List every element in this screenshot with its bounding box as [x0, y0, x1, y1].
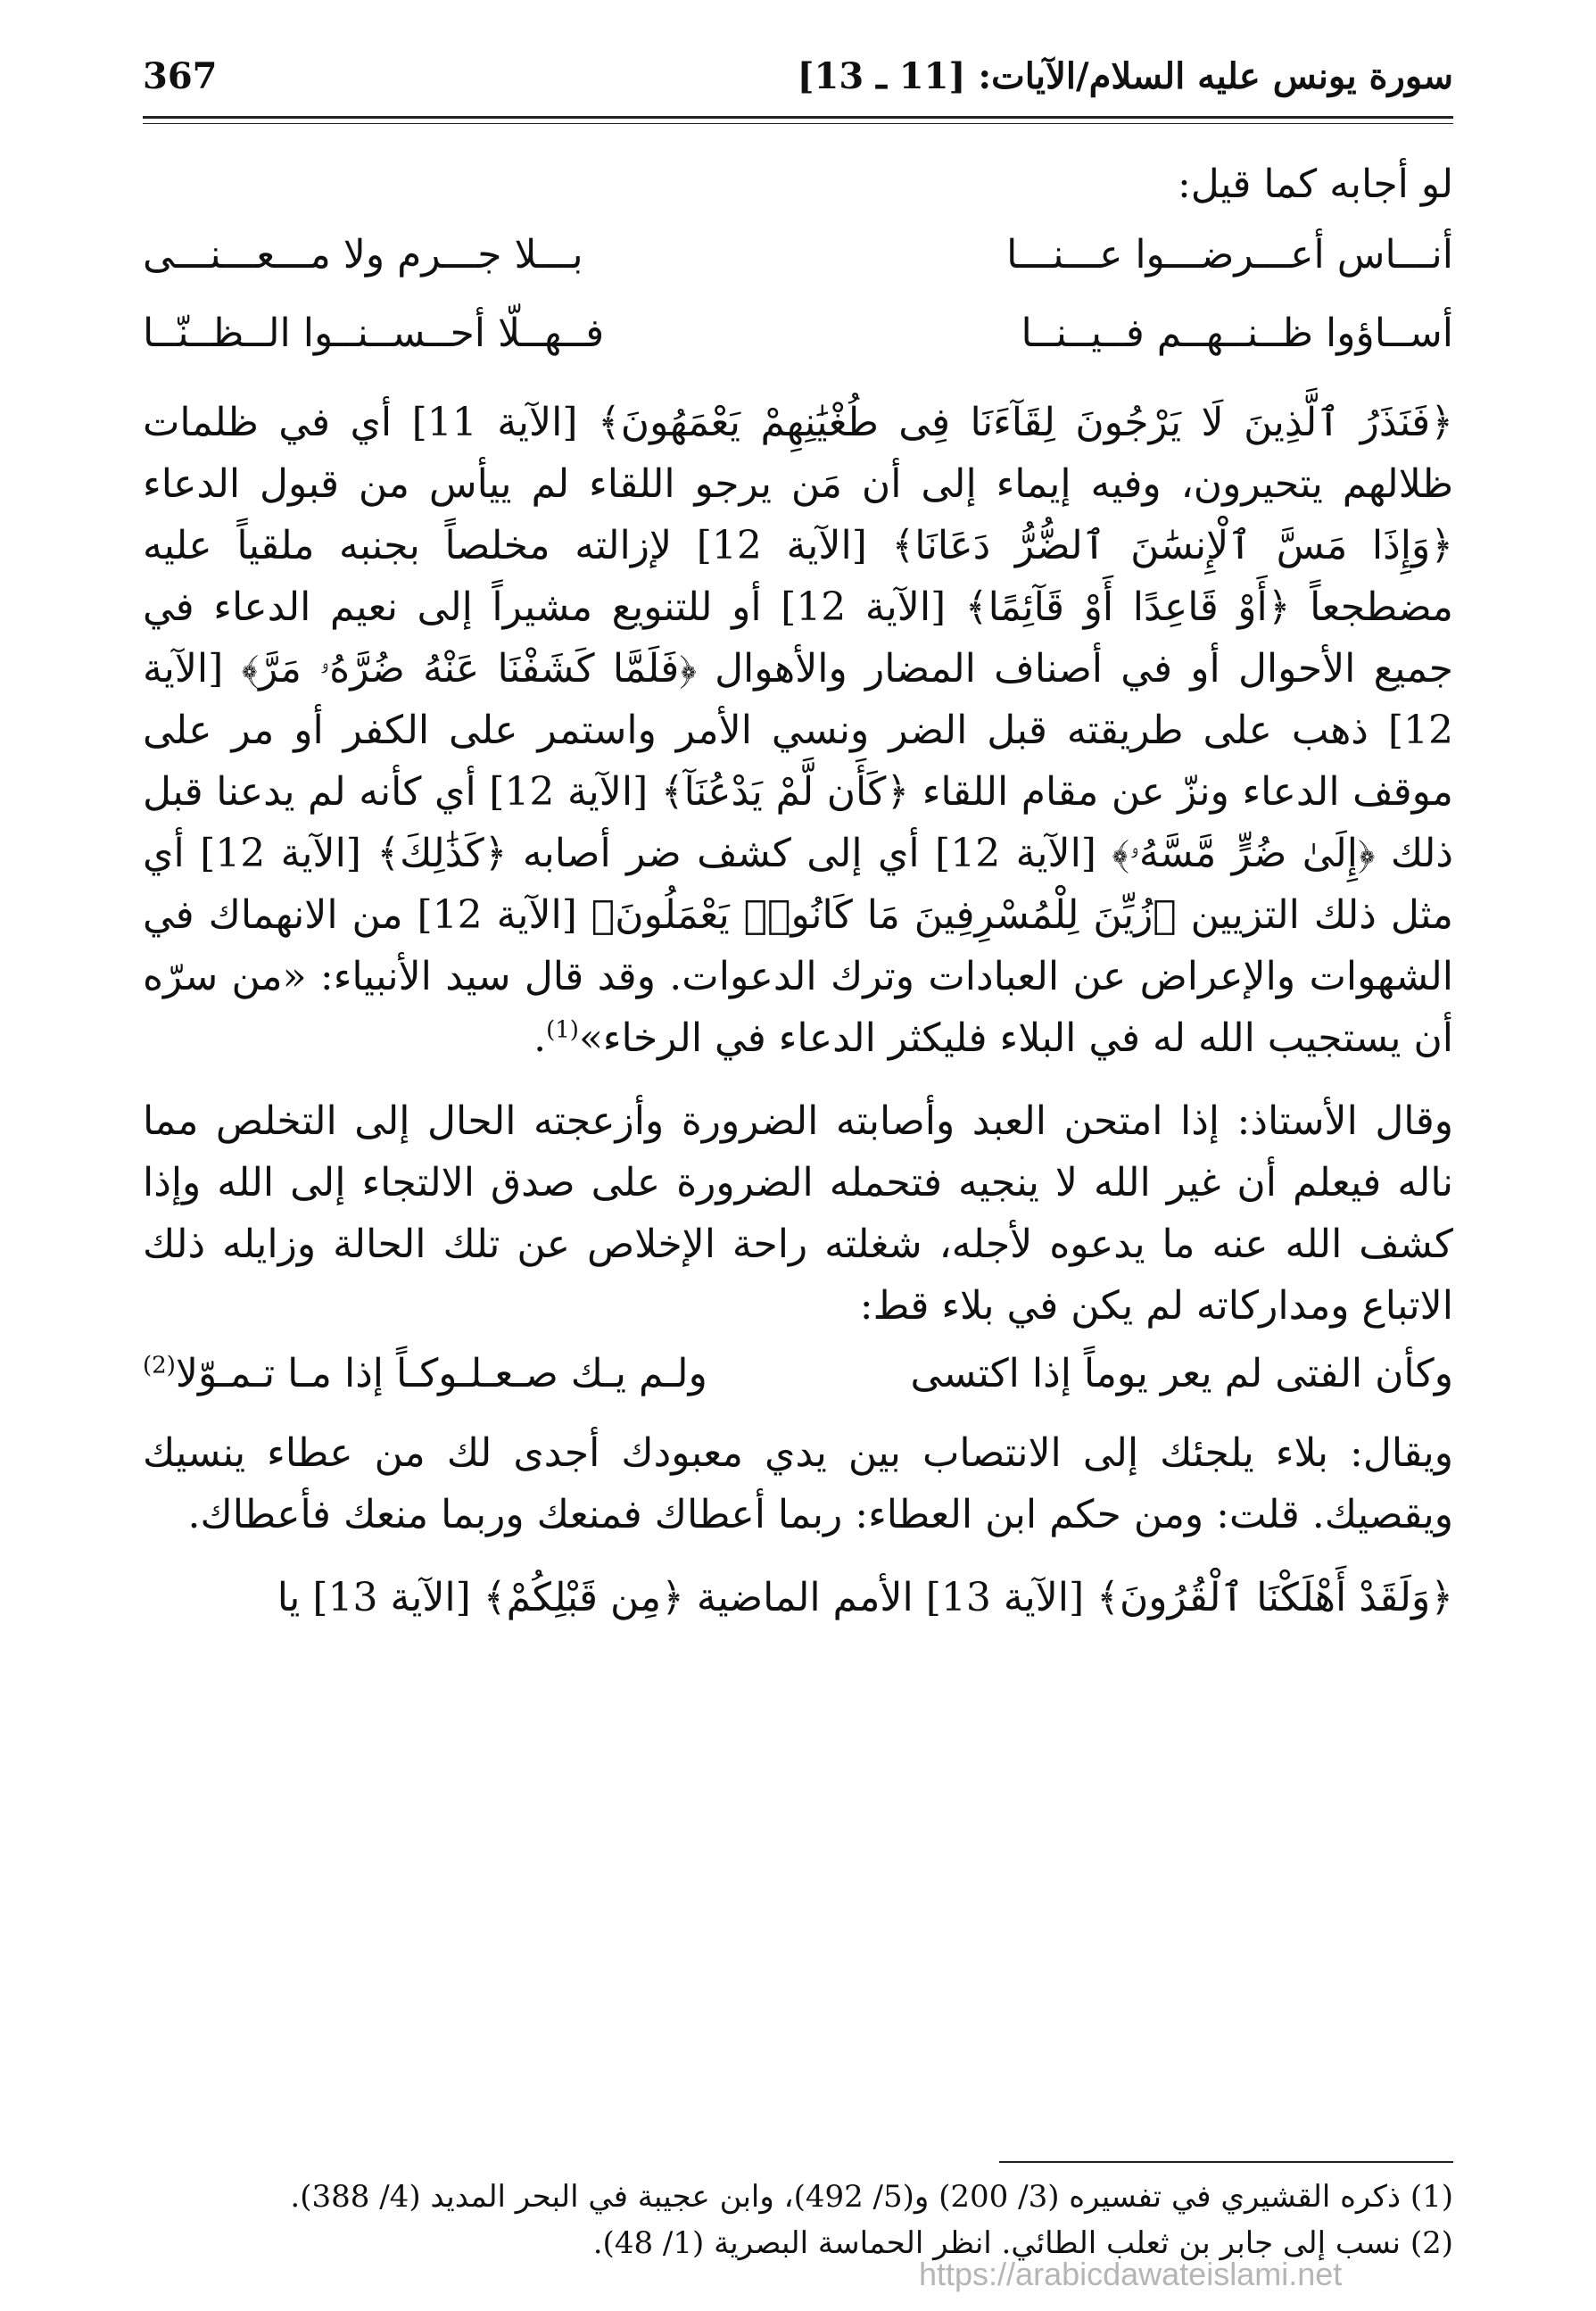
- intro-line: لو أجابه كما قيل:: [1177, 162, 1453, 207]
- footnote-2: (2) نسب إلى جابر بن ثعلب الطائي. انظر الحماسة البصرية (1/ 48).: [592, 2225, 1453, 2261]
- verse-second-hemistich: فــهــلّا أحــســنــوا الــظــنّــا: [143, 310, 605, 356]
- footnote-1: (1) ذكره القشيري في تفسيره (3/ 200) و(5/ 492)، وابن عجيبة في البحر المديد (4/ 388).: [290, 2179, 1453, 2215]
- paragraph-yuqal: ويقال: بلاء يلجئك إلى الانتصاب بين يدي معبودك أجدى لك من عطاء ينسيك ويقصيك. قلت: ومن حكم ابن العطاء: ربما أعطاك فمنعك وربما منعك فأعطاك.: [143, 1430, 1453, 1537]
- verse-second-hemistich: ولـم يـك صـعـلـوكـاً إذا مـا تـمـوّلا: [175, 1350, 707, 1396]
- verse-first-hemistich: أنـــاس أعـــرضـــوا عـــنـــا: [1006, 231, 1453, 277]
- footnote-marker: (2): [143, 1351, 176, 1379]
- footnote-rule: [999, 2161, 1453, 2163]
- main-text: [143, 153, 1453, 1628]
- footnotes: [143, 2174, 1453, 2266]
- paragraph-ustadh: وقال الأستاذ: إذا امتحن العبد وأصابته الضرورة وأزعجته الحال إلى التخلص مما ناله فيعلم أن غير الله لا ينجيه فتحمله الضرورة على صدق الالتجاء إلى الله وإذا كشف الله عنه ما يدعوه لأجله، شغلته راحة الإخلاص عن تلك الحالة وزايله ذلك الاتباع ومداركاته لم يكن في بلاء قط:: [143, 1098, 1453, 1329]
- poem-verse: [143, 294, 1453, 372]
- verse-first-hemistich: وكأن الفتى لم يعر يوماً إذا اكتسى: [910, 1350, 1453, 1396]
- header-rule-thin: [143, 123, 1453, 124]
- paragraph-commentary: [143, 392, 1453, 1069]
- paragraph-verse-13: ﴿وَلَقَدْ أَهْلَكْنَا ٱلْقُرُونَ﴾ [الآية 13] الأمم الماضية ﴿مِن قَبْلِكُمْ﴾ [الآية 13] يا: [277, 1575, 1453, 1620]
- header-title: سورة يونس عليه السلام/الآيات: [11 ـ 13]: [797, 55, 1453, 97]
- footnote-marker: (1): [546, 1016, 579, 1044]
- verse-second-hemistich-wrap: [143, 1343, 798, 1404]
- paragraph-end: .: [533, 1015, 547, 1061]
- watermark-url: https://arabicdawateislami.net: [919, 2256, 1343, 2292]
- verse-first-hemistich: أســاؤوا ظــنــهــم فــيــنــا: [1021, 310, 1453, 356]
- verse-second-hemistich: بـــلا جـــرم ولا مـــعـــنـــى: [143, 231, 583, 277]
- page-number: 367: [143, 55, 218, 97]
- poem-verse: [143, 215, 1453, 294]
- paragraph-text: ﴿فَنَذَرُ ٱلَّذِينَ لَا يَرْجُونَ لِقَآءَنَا فِى طُغْيَٰنِهِمْ يَعْمَهُونَ﴾ [الآية 11] أي في ظلمات ظلالهم يتحيرون، وفيه إيماء إلى أن مَن يرجو اللقاء لم ييأس من قبول الدعاء ﴿وَإِذَا مَسَّ ٱلْإِنسَٰنَ ٱلضُّرُّ دَعَانَا﴾ [الآية 12] لإزالته مخلصاً بجنبه ملقياً عليه مضطجعاً ﴿أَوْ قَاعِدًا أَوْ قَآئِمًا﴾ [الآية 12] أو للتنويع مشيراً إلى نعيم الدعاء في جميع الأحوال أو في أصناف المضار والأهوال ﴿فَلَمَّا كَشَفْنَا عَنْهُ ضُرَّهُۥ مَرَّ﴾ [الآية 12] ذهب على طريقته قبل الضر ونسي الأمر واستمر على الكفر أو مر على موقف الدعاء ونزّ عن مقام اللقاء ﴿كَأَن لَّمْ يَدْعُنَآ﴾ [الآية 12] أي كأنه لم يدعنا قبل ذلك ﴿إِلَىٰ ضُرٍّ مَّسَّهُۥ﴾ [الآية 12] أي إلى كشف ضر أصابه ﴿كَذَٰلِكَ﴾ [الآية 12] أي مثل ذلك التزيين ﴿زُيِّنَ لِلْمُسْرِفِينَ مَا كَانُوا۟ يَعْمَلُونَ﴾ [الآية 12] من الانهماك في الشهوات والإعراض عن العبادات وترك الدعوات. وقد قال سيد الأنبياء: «من سرّه أن يستجيب الله له في البلاء فليكثر الدعاء في الرخاء»: [143, 400, 1453, 1061]
- poem-verse-single: [143, 1340, 1453, 1406]
- header-rule: [143, 116, 1453, 119]
- running-header: [143, 55, 1453, 100]
